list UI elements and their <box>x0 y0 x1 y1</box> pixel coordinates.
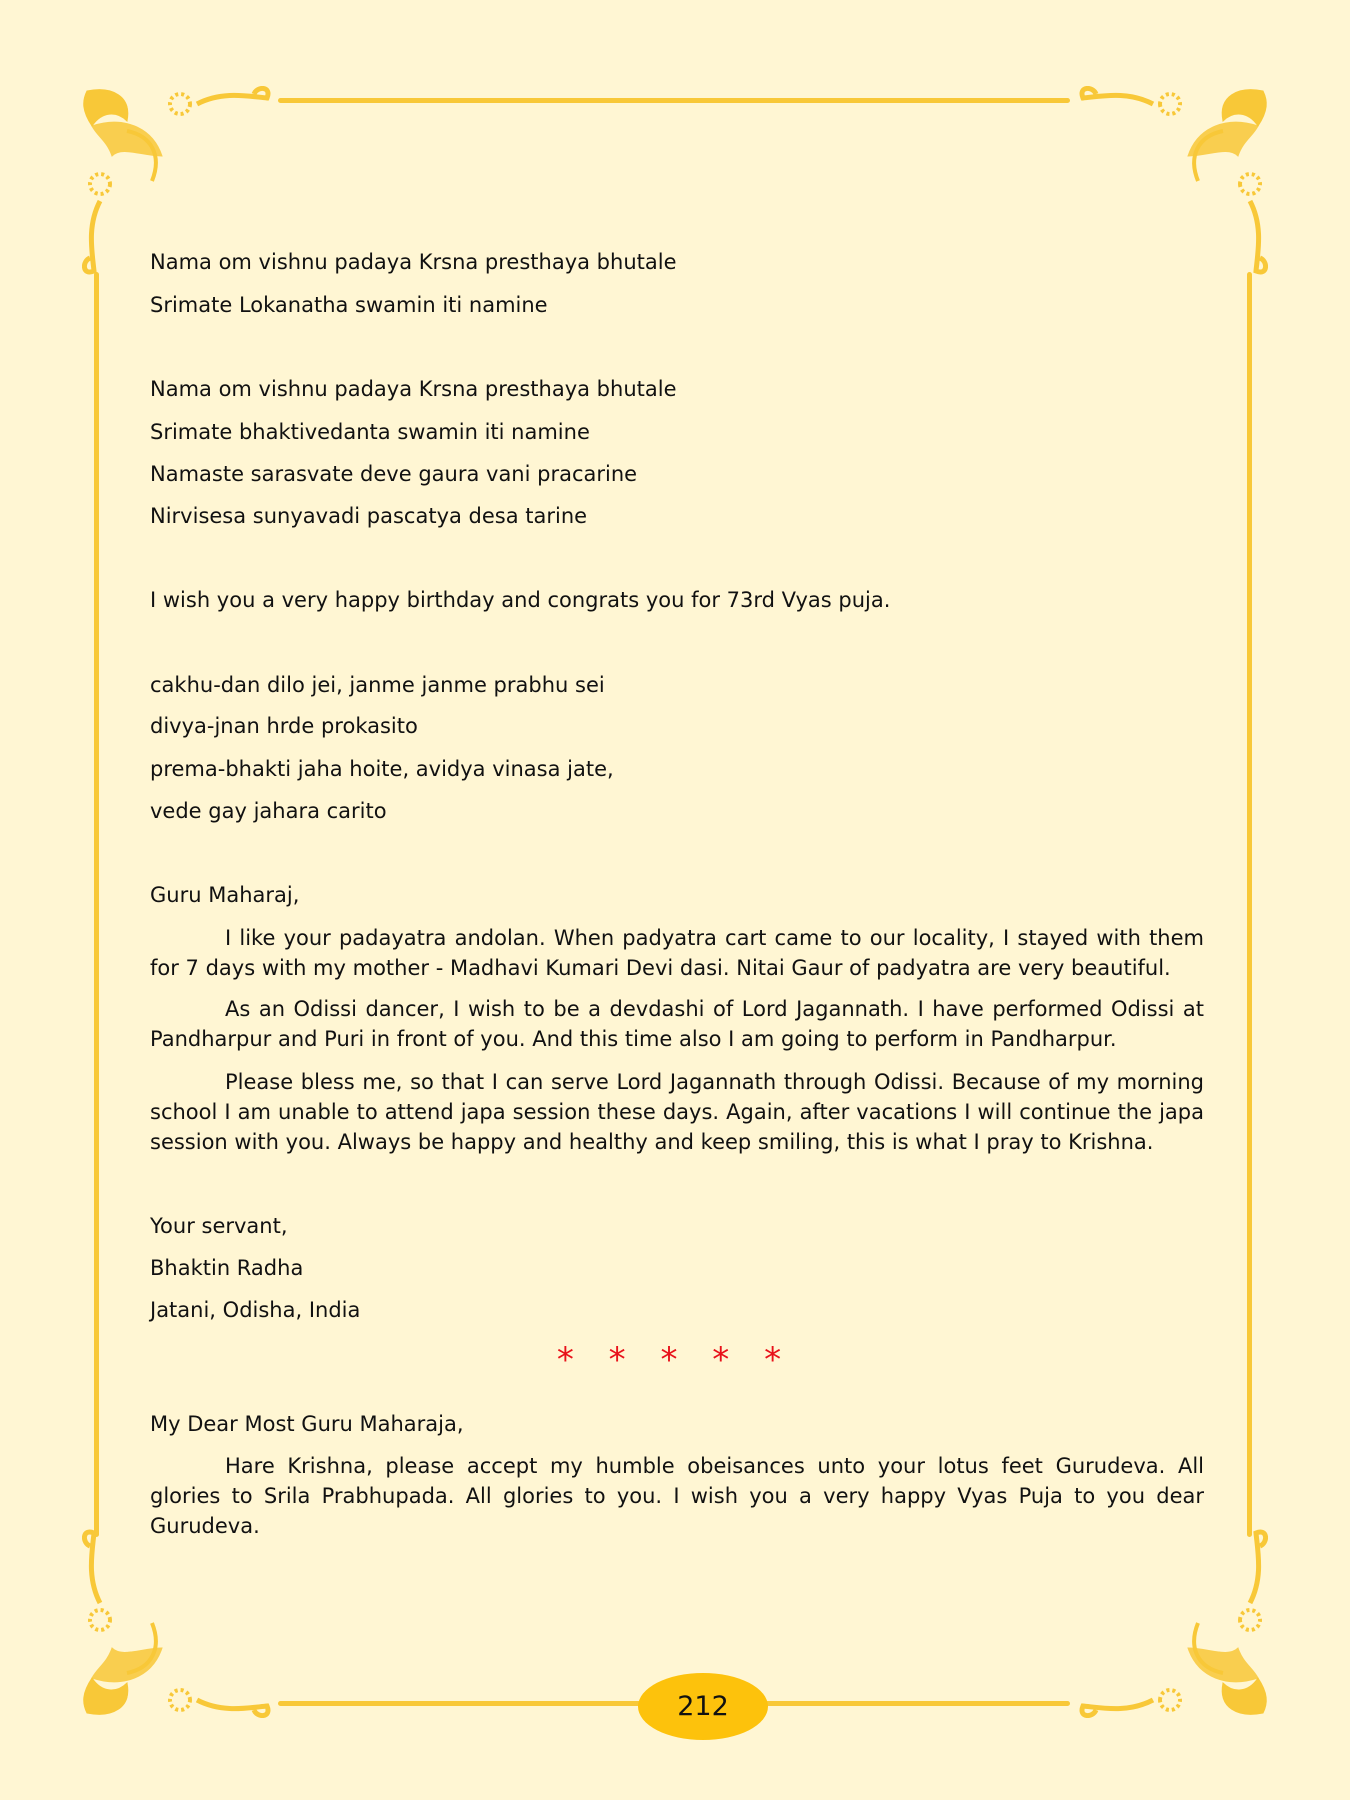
salutation: My Dear Most Guru Maharaja, <box>150 1412 464 1436</box>
separator-stars: * * * * * <box>556 1340 794 1380</box>
closing-line: Your servant, <box>150 1214 288 1238</box>
corner-ornament-icon <box>1068 86 1268 286</box>
paragraph-text: I like your padayatra andolan. When padyatra cart came to our locality, I stayed with them for 7 days with my mother - Madhavi Kumari Devi dasi. Nitai Gaur of padyatra are very beautiful. <box>150 926 1204 980</box>
verse-line: cakhu-dan dilo jei, janme janme prabhu sei <box>150 673 605 697</box>
page-number <box>638 1673 768 1740</box>
verse-line: divya-jnan hrde prokasito <box>150 714 418 738</box>
verse-line: prema-bhakti jaha hoite, avidya vinasa jate, <box>150 757 614 781</box>
paragraph-text: Please bless me, so that I can serve Lord Jagannath through Odissi. Because of my morning school I am unable to attend japa session these days. Again, after vacations I will continue the japa session with you. Always be happy and healthy and keep smiling, this is what I pray to Krishna. <box>150 1070 1204 1154</box>
corner-ornament-icon <box>82 1518 282 1718</box>
verse-line: Nama om vishnu padaya Krsna presthaya bhutale <box>150 250 677 274</box>
paragraph-text: As an Odissi dancer, I wish to be a devdashi of Lord Jagannath. I have performed Odissi at Pandharpur and Puri in front of you. And this time also I am going to perform in Pandharpur. <box>150 997 1204 1051</box>
verse-line: Nirvisesa sunyavadi pascatya desa tarine <box>150 504 588 528</box>
birthday-wish: I wish you a very happy birthday and congrats you for 73rd Vyas puja. <box>150 588 891 612</box>
paragraph-text: Hare Krishna, please accept my humble obeisances unto your lotus feet Gurudeva. All glories to Srila Prabhupada. All glories to you. I wish you a very happy Vyas Puja to you dear Gurudeva. <box>150 1454 1204 1538</box>
signature-location: Jatani, Odisha, India <box>150 1298 361 1322</box>
border-top <box>278 98 1070 103</box>
verse-line: vede gay jahara carito <box>150 799 387 823</box>
verse-line: Namaste sarasvate deve gaura vani pracarine <box>150 462 638 486</box>
signature-name: Bhaktin Radha <box>150 1256 304 1280</box>
verse-line: Nama om vishnu padaya Krsna presthaya bhutale <box>150 377 677 401</box>
letter-paragraph <box>150 1067 1204 1157</box>
salutation: Guru Maharaj, <box>150 883 300 907</box>
page-number-text: 212 <box>677 1691 729 1722</box>
verse-line: Srimate bhaktivedanta swamin iti namine <box>150 420 590 444</box>
verse-line: Srimate Lokanatha swamin iti namine <box>150 293 548 317</box>
corner-ornament-icon <box>1068 1518 1268 1718</box>
letter-paragraph <box>150 923 1204 983</box>
letter-paragraph <box>150 994 1204 1054</box>
letter-paragraph <box>150 1451 1204 1541</box>
